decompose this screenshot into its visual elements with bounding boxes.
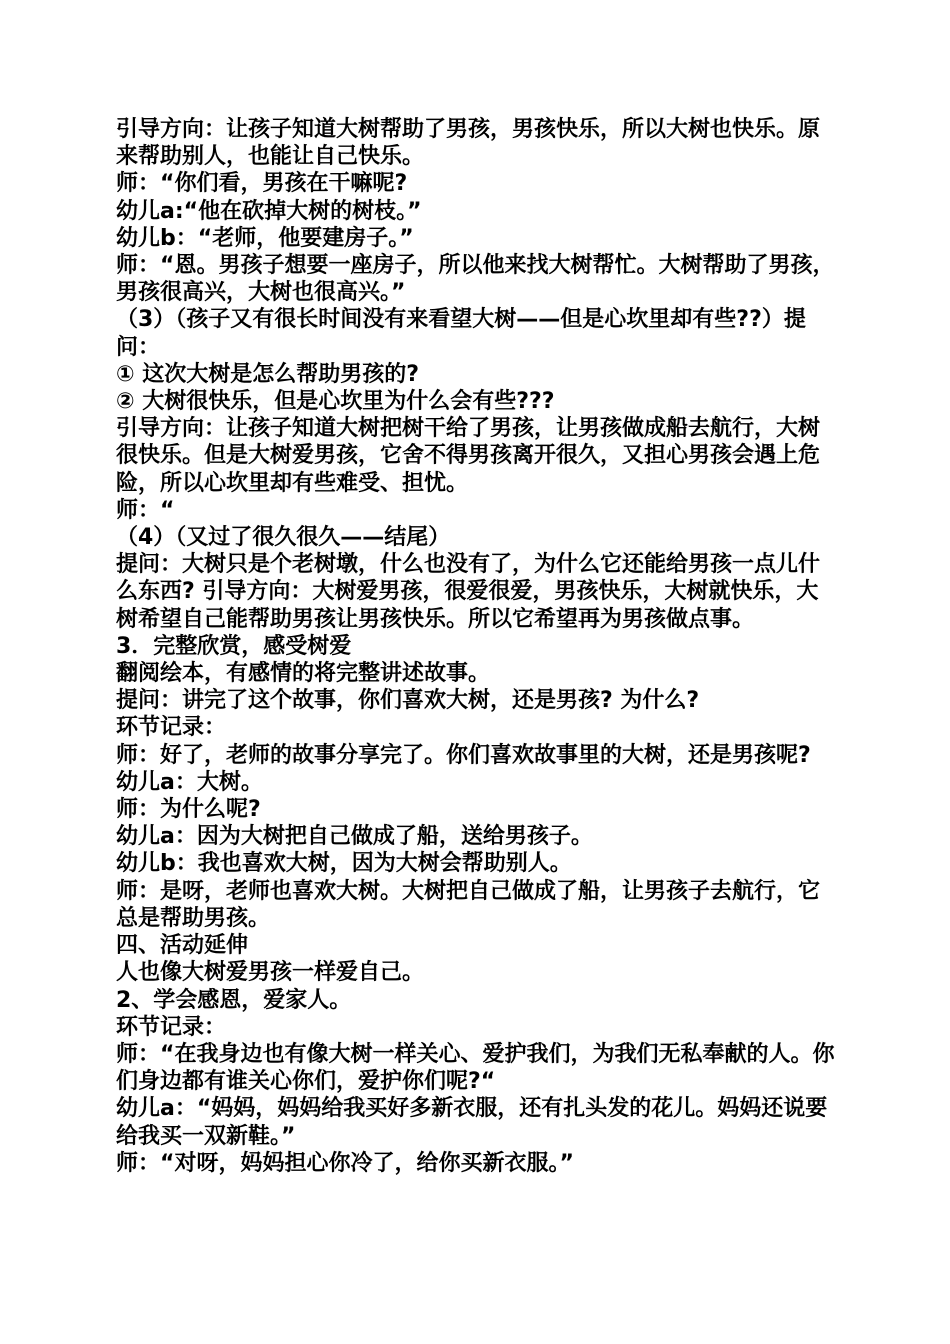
paragraph: 师：“你们看，男孩在干嘛呢? xyxy=(116,171,408,197)
paragraph: ② 大树很快乐，但是心坎里为什么会有些??? xyxy=(116,389,555,415)
paragraph: 幼儿a：“妈妈，妈妈给我买好多新衣服，还有扎头发的花儿。妈妈还说要给我买一双新鞋。” xyxy=(116,1096,828,1149)
paragraph: 师：“对呀，妈妈担心你冷了，给你买新衣服。” xyxy=(116,1150,574,1176)
paragraph: 师：“在我身边也有像大树一样关心、爱护我们，为我们无私奉献的人。你们身边都有谁关心你们，爱护你们呢?“ xyxy=(116,1041,835,1095)
paragraph: （4）（又过了很久很久——结尾） xyxy=(116,525,451,551)
paragraph: 翻阅绘本，有感情的将完整讲述故事。 xyxy=(116,661,491,687)
paragraph: 师：是呀，老师也喜欢大树。大树把自己做成了船，让男孩子去航行，它总是帮助男孩。 xyxy=(116,878,821,931)
paragraph: 幼儿b：“老师，他要建房子。” xyxy=(116,225,414,251)
paragraph: 3．完整欣赏，感受树爱 xyxy=(116,633,352,659)
paragraph: 提问：大树只是个老树墩，什么也没有了，为什么它还能给男孩一点儿什么东西? 引导方向：大树爱男孩，很爱很爱，男孩快乐，大树就快乐，大树希望自己能帮助男孩让男孩快乐。所以它希望再为男孩做点事。 xyxy=(116,552,821,632)
paragraph: 引导方向：让孩子知道大树把树干给了男孩，让男孩做成船去航行，大树很快乐。但是大树爱男孩，它舍不得男孩离开很久，又担心男孩会遇上危险，所以心坎里却有些难受、担忧。 xyxy=(116,416,821,496)
paragraph: 幼儿b：我也喜欢大树，因为大树会帮助别人。 xyxy=(116,851,572,877)
paragraph: 师：为什么呢? xyxy=(116,797,261,823)
paragraph: 环节记录： xyxy=(116,715,227,741)
paragraph: 师：“恩。男孩子想要一座房子，所以他来找大树帮忙。大树帮助了男孩，男孩很高兴，大树也很高兴。” xyxy=(116,253,835,306)
paragraph: 引导方向：让孩子知道大树帮助了男孩，男孩快乐，所以大树也快乐。原来帮助别人，也能让自己快乐。 xyxy=(116,117,821,170)
paragraph: 人也像大树爱男孩一样爱自己。 xyxy=(116,960,425,986)
document-body xyxy=(116,116,838,1177)
paragraph: 2、学会感恩，爱家人。 xyxy=(116,987,352,1013)
paragraph: 师：“ xyxy=(116,497,175,523)
paragraph: 师：好了，老师的故事分享完了。你们喜欢故事里的大树，还是男孩呢? 幼儿a：大树。 xyxy=(116,742,811,795)
paragraph: 环节记录： xyxy=(116,1014,227,1040)
paragraph: 提问：讲完了这个故事，你们喜欢大树，还是男孩? 为什么? xyxy=(116,688,700,714)
paragraph: 幼儿a:“他在砍掉大树的树枝。” xyxy=(116,198,422,224)
paragraph: 四、活动延伸 xyxy=(116,933,249,959)
paragraph: 幼儿a：因为大树把自己做成了船，送给男孩子。 xyxy=(116,824,593,850)
paragraph: （3）（孩子又有很长时间没有来看望大树——但是心坎里却有些??）提问： xyxy=(116,307,806,360)
paragraph: ① 这次大树是怎么帮助男孩的? xyxy=(116,361,420,387)
